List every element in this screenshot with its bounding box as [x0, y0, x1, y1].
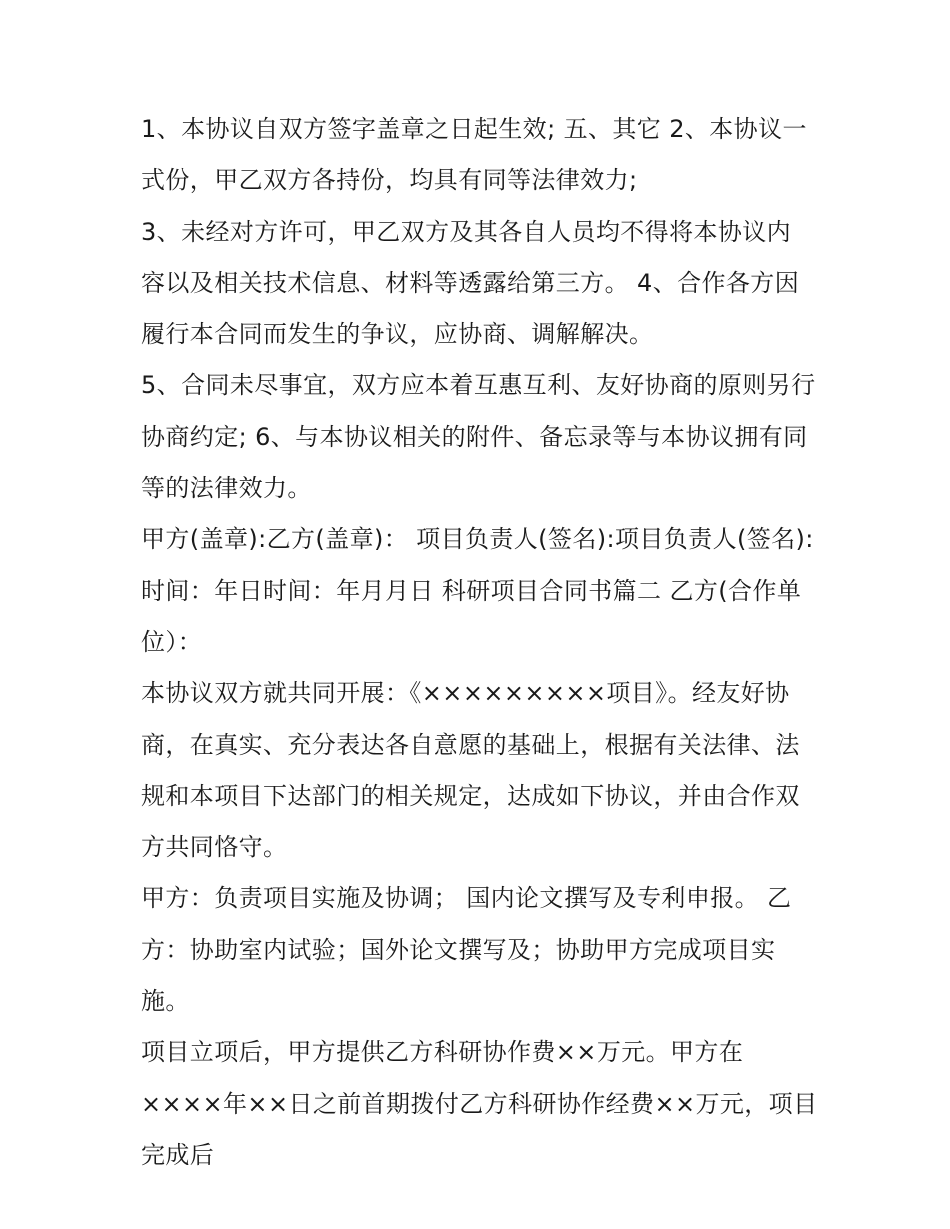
document-body	[141, 104, 821, 1181]
paragraph-confidentiality: 3、未经对方许可，甲乙双方及其各自人员均不得将本协议内容以及相关技术信息、材料等透露给第三方。 4、合作各方因履行本合同而发生的争议，应协商、调解解决。	[141, 217, 800, 349]
paragraph-funding: 项目立项后，甲方提供乙方科研协作费××万元。甲方在××××年××日之前首期拨付乙方科研协作经费××万元，项目完成后	[141, 1038, 818, 1169]
paragraph-agreement-intro: 本协议双方就共同开展：《×××××××××项目》。经友好协商，在真实、充分表达各自意愿的基础上，根据有关法律、法规和本项目下达部门的相关规定，达成如下协议，并由合作双方共同恪守。	[141, 679, 800, 862]
paragraph-signatures: 甲方(盖章):乙方(盖章)： 项目负责人(签名):项目负责人(签名): 时间：年日时间：年月月日 科研项目合同书篇二 乙方(合作单位）：	[141, 525, 814, 656]
paragraph-effectiveness: 1、本协议自双方签字盖章之日起生效; 五、其它 2、本协议一式份，甲乙双方各持份，均具有同等法律效力;	[141, 115, 807, 195]
paragraph-supplementary: 5、合同未尽事宜，双方应本着互惠互利、友好协商的原则另行协商约定; 6、与本协议相关的附件、备忘录等与本协议拥有同等的法律效力。	[141, 371, 816, 503]
paragraph-responsibilities: 甲方：负责项目实施及协调； 国内论文撰写及专利申报。 乙方：协助室内试验；国外论文撰写及；协助甲方完成项目实施。	[141, 884, 792, 1016]
